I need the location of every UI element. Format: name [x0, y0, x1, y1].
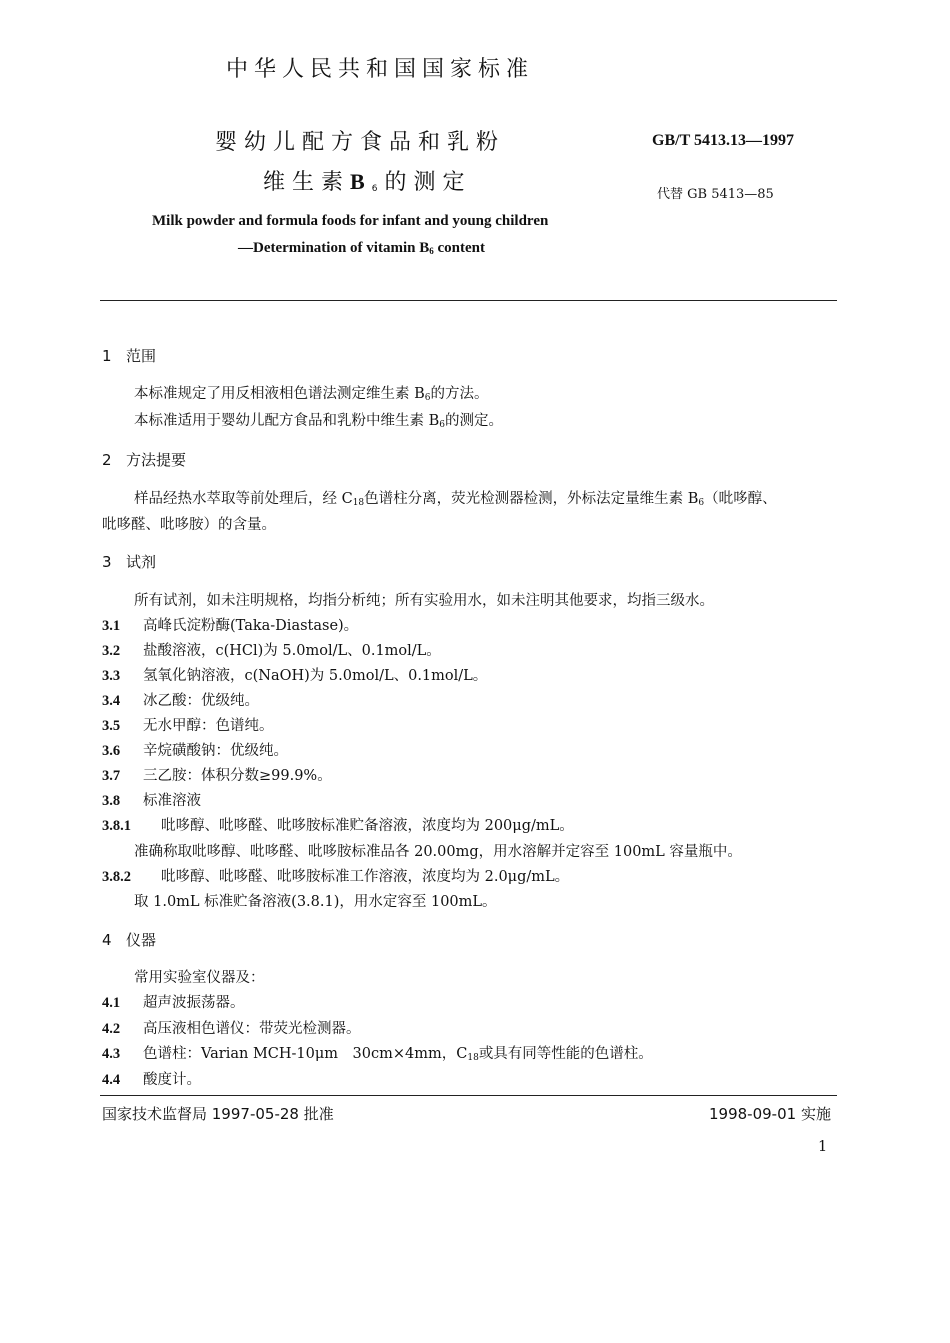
section-1-paragraph-1 [134, 382, 489, 403]
item-4-3 [102, 1042, 653, 1063]
item-4-1-text: 超声波振荡器。 [143, 995, 245, 1011]
item-3-8-2-text: 吡哆醇、吡哆醛、吡哆胺标准工作溶液，浓度均为 2.0μg/mL。 [161, 869, 570, 885]
item-3-8-2-paragraph: 取 1.0mL 标准贮备溶液(3.8.1)，用水定容至 100mL。 [134, 894, 497, 910]
title-cn-line2 [263, 165, 471, 196]
item-3-6-text: 辛烷磺酸钠：优级纯。 [143, 743, 288, 759]
item-4-1-number: 4.1 [102, 995, 121, 1011]
s1-p1-post: 的方法。 [430, 386, 489, 402]
title-en-line2-post: content [433, 240, 485, 256]
title-cn-line2-pre: 维生素 [263, 170, 351, 195]
section-1-heading [102, 345, 156, 366]
item-3-4-text: 冰乙酸：优级纯。 [143, 693, 259, 709]
item-3-7-number: 3.7 [102, 768, 121, 784]
section-1-title: 范围 [126, 347, 157, 365]
item-4-3-number: 4.3 [102, 1046, 121, 1062]
item-4-3-text-b: 或具有同等性能的色谱柱。 [478, 1046, 653, 1062]
s1-p1-sub: 6 [424, 393, 431, 403]
item-3-8-1-number: 3.8.1 [102, 818, 131, 834]
section-3-title: 试剂 [126, 553, 157, 571]
title-en-line2-pre: —Determination of vitamin B [238, 240, 430, 256]
page-number: 1 [818, 1139, 828, 1155]
section-3-heading [102, 551, 156, 572]
standard-number: GB/T 5413.13—1997 [652, 132, 794, 149]
approval-date: 国家技术监督局 1997-05-28 批准 [102, 1105, 334, 1123]
item-3-1 [102, 614, 358, 635]
section-2-paragraph-line1 [134, 487, 777, 508]
section-2-title: 方法提要 [126, 451, 187, 469]
item-3-8-1 [102, 814, 574, 835]
section-4-title: 仪器 [126, 931, 157, 949]
bottom-divider [100, 1095, 837, 1096]
s2-p1-sub2: 6 [698, 498, 705, 508]
item-3-2 [102, 639, 441, 660]
item-3-1-text: 高峰氏淀粉酶(Taka-Diastase)。 [143, 618, 359, 634]
item-3-2-number: 3.2 [102, 643, 121, 659]
item-4-4 [102, 1068, 201, 1089]
title-en-line2 [238, 240, 485, 257]
section-2-paragraph-line2: 吡哆醛、吡哆胺）的含量。 [102, 517, 276, 533]
item-4-3-sub: 18 [467, 1053, 479, 1063]
item-4-4-text: 酸度计。 [143, 1072, 201, 1088]
item-3-4-number: 3.4 [102, 693, 121, 709]
item-3-5 [102, 714, 274, 735]
item-3-3-number: 3.3 [102, 668, 121, 684]
title-en-line2-sub: 6 [429, 246, 434, 256]
item-3-6-number: 3.6 [102, 743, 121, 759]
item-3-8-2-number: 3.8.2 [102, 869, 131, 885]
section-3-number: 3 [102, 553, 112, 571]
title-cn-line1: 婴幼儿配方食品和乳粉 [215, 130, 506, 155]
item-3-8 [102, 789, 201, 810]
item-3-5-text: 无水甲醇：色谱纯。 [143, 718, 274, 734]
item-3-8-1-text: 吡哆醇、吡哆醛、吡哆胺标准贮备溶液，浓度均为 200μg/mL。 [161, 818, 574, 834]
s1-p1-pre: 本标准规定了用反相液相色谱法测定维生素 B [134, 386, 425, 402]
title-cn-line2-b: B [350, 169, 372, 194]
item-3-4 [102, 689, 259, 710]
item-4-4-number: 4.4 [102, 1072, 121, 1088]
section-3-intro: 所有试剂，如未注明规格，均指分析纯；所有实验用水，如未注明其他要求，均指三级水。 [134, 593, 714, 609]
top-divider [100, 300, 837, 301]
item-4-1 [102, 991, 245, 1012]
item-4-2 [102, 1017, 361, 1038]
s1-p2-post: 的测定。 [445, 413, 503, 429]
section-1-paragraph-2 [134, 409, 503, 430]
item-3-8-2 [102, 865, 569, 886]
item-4-3-text-a: 色谱柱：Varian MCH-10μm 30cm×4mm，C [143, 1046, 468, 1062]
item-4-2-number: 4.2 [102, 1021, 121, 1037]
section-4-number: 4 [102, 931, 112, 949]
section-4-heading [102, 929, 156, 950]
s2-p1-b: 色谱柱分离，荧光检测器检测，外标法定量维生素 B [364, 491, 699, 507]
title-en-line1: Milk powder and formula foods for infant and young children [152, 213, 549, 229]
national-standard-header: 中华人民共和国国家标准 [225, 57, 534, 82]
item-3-2-text: 盐酸溶液，c(HCl)为 5.0mol/L、0.1mol/L。 [143, 643, 441, 659]
item-3-8-number: 3.8 [102, 793, 121, 809]
s1-p2-sub: 6 [439, 420, 445, 430]
replaces-standard: 代替 GB 5413—85 [657, 187, 774, 202]
title-cn-line2-post: 的测定 [384, 170, 472, 195]
item-4-2-text: 高压液相色谱仪：带荧光检测器。 [143, 1021, 361, 1037]
section-2-heading [102, 449, 186, 470]
item-3-8-1-paragraph: 准确称取吡哆醇、吡哆醛、吡哆胺标准品各 20.00mg，用水溶解并定容至 100mL 容量瓶中。 [134, 844, 742, 860]
item-3-3-text: 氢氧化钠溶液，c(NaOH)为 5.0mol/L、0.1mol/L。 [143, 668, 488, 684]
item-3-7-text: 三乙胺：体积分数≥99.9%。 [143, 768, 332, 784]
item-3-5-number: 3.5 [102, 718, 121, 734]
item-3-7 [102, 764, 332, 785]
s2-p1-a: 样品经热水萃取等前处理后，经 C [134, 491, 353, 507]
s2-p1-sub1: 18 [352, 498, 365, 508]
section-4-intro: 常用实验室仪器及： [134, 970, 265, 986]
item-3-6 [102, 739, 288, 760]
s2-p1-c: （吡哆醇、 [704, 491, 777, 507]
section-1-number: 1 [102, 347, 112, 365]
section-2-number: 2 [102, 451, 112, 469]
item-3-8-text: 标准溶液 [143, 793, 201, 809]
effective-date: 1998-09-01 实施 [709, 1105, 831, 1123]
s1-p2-pre: 本标准适用于婴幼儿配方食品和乳粉中维生素 B [134, 413, 440, 429]
item-3-3 [102, 664, 487, 685]
title-cn-line2-sub: 6 [371, 184, 385, 194]
item-3-1-number: 3.1 [102, 618, 121, 634]
